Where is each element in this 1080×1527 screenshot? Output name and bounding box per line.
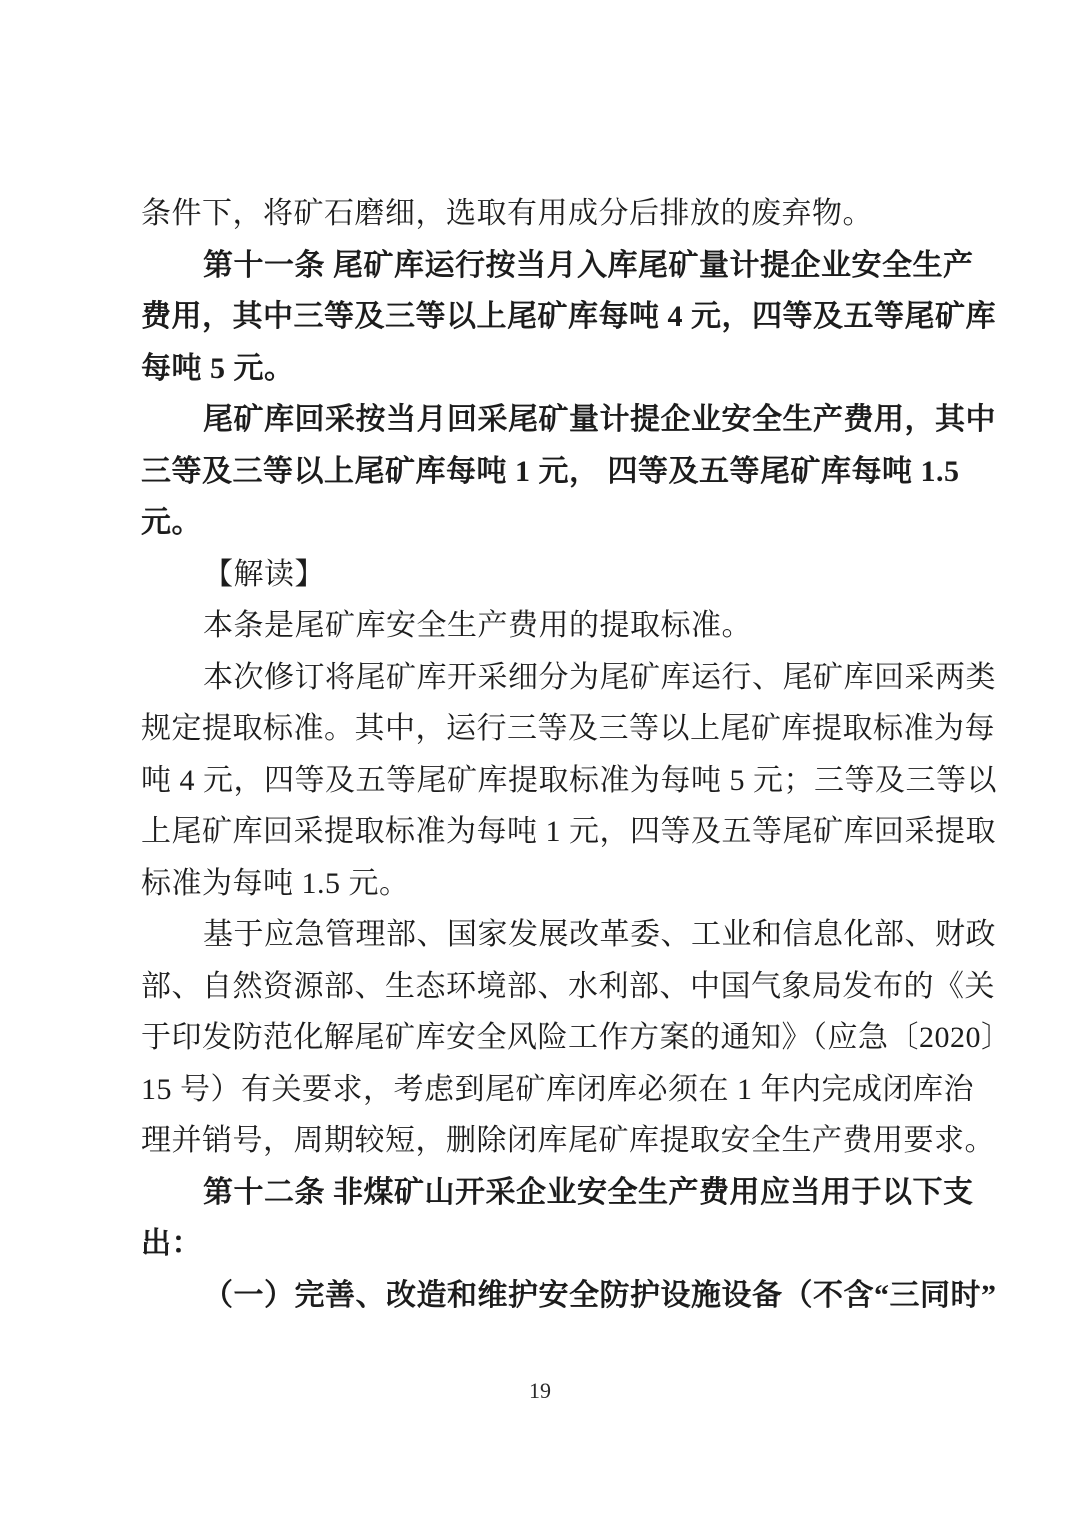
document-body <box>141 188 1012 1321</box>
article-12-item-1-line: （一）完善、改造和维护安全防护设施设备（不含“三同时” <box>203 1278 997 1312</box>
article-11-heading-line: 第十一条 尾矿库运行按当月入库尾矿量计提企业安全生产 <box>203 248 974 282</box>
interpretation-text-line: 部、自然资源部、生态环境部、水利部、中国气象局发布的《关 <box>141 969 995 1003</box>
article-11-text-line: 费用，其中三等及三等以上尾矿库每吨 4 元，四等及五等尾矿库 <box>141 300 996 333</box>
interpretation-text-line: 15 号）有关要求，考虑到尾矿库闭库必须在 1 年内完成闭库治 <box>141 1072 974 1106</box>
interpretation-text-line: 理并销号，周期较短，删除闭库尾矿库提取安全生产费用要求。 <box>141 1124 995 1157</box>
interpretation-text-line: 基于应急管理部、国家发展改革委、工业和信息化部、财政 <box>203 918 996 951</box>
article-11-text-line: 三等及三等以上尾矿库每吨 1 元， 四等及五等尾矿库每吨 1.5 <box>141 454 960 488</box>
interpretation-text-line: 标准为每吨 1.5 元。 <box>141 866 410 900</box>
article-12-text-line: 出： <box>141 1227 202 1260</box>
article-12-heading-line: 第十二条 非煤矿山开采企业安全生产费用应当用于以下支 <box>203 1175 974 1209</box>
article-11-text-line: 尾矿库回采按当月回采尾矿量计提企业安全生产费用，其中 <box>203 403 996 436</box>
article-11-text-line: 每吨 5 元。 <box>141 351 295 385</box>
interpretation-text-line: 上尾矿库回采提取标准为每吨 1 元，四等及五等尾矿库回采提取 <box>141 815 996 848</box>
page-number: 19 <box>529 1378 551 1403</box>
interpretation-text-line: 于印发防范化解尾矿库安全风险工作方案的通知》（应急〔2020〕 <box>141 1021 1012 1054</box>
interpretation-text-line: 吨 4 元，四等及五等尾矿库提取标准为每吨 5 元；三等及三等以 <box>141 763 997 797</box>
interpretation-text-line: 本次修订将尾矿库开采细分为尾矿库运行、尾矿库回采两类 <box>203 660 996 694</box>
article-11-text-line: 元。 <box>141 506 202 539</box>
interpretation-text-line: 本条是尾矿库安全生产费用的提取标准。 <box>203 609 752 642</box>
interpretation-label: 【解读】 <box>203 557 325 591</box>
interpretation-text-line: 规定提取标准。其中，运行三等及三等以上尾矿库提取标准为每 <box>141 712 995 745</box>
body-text-line: 条件下，将矿石磨细，选取有用成分后排放的废弃物。 <box>141 197 873 230</box>
